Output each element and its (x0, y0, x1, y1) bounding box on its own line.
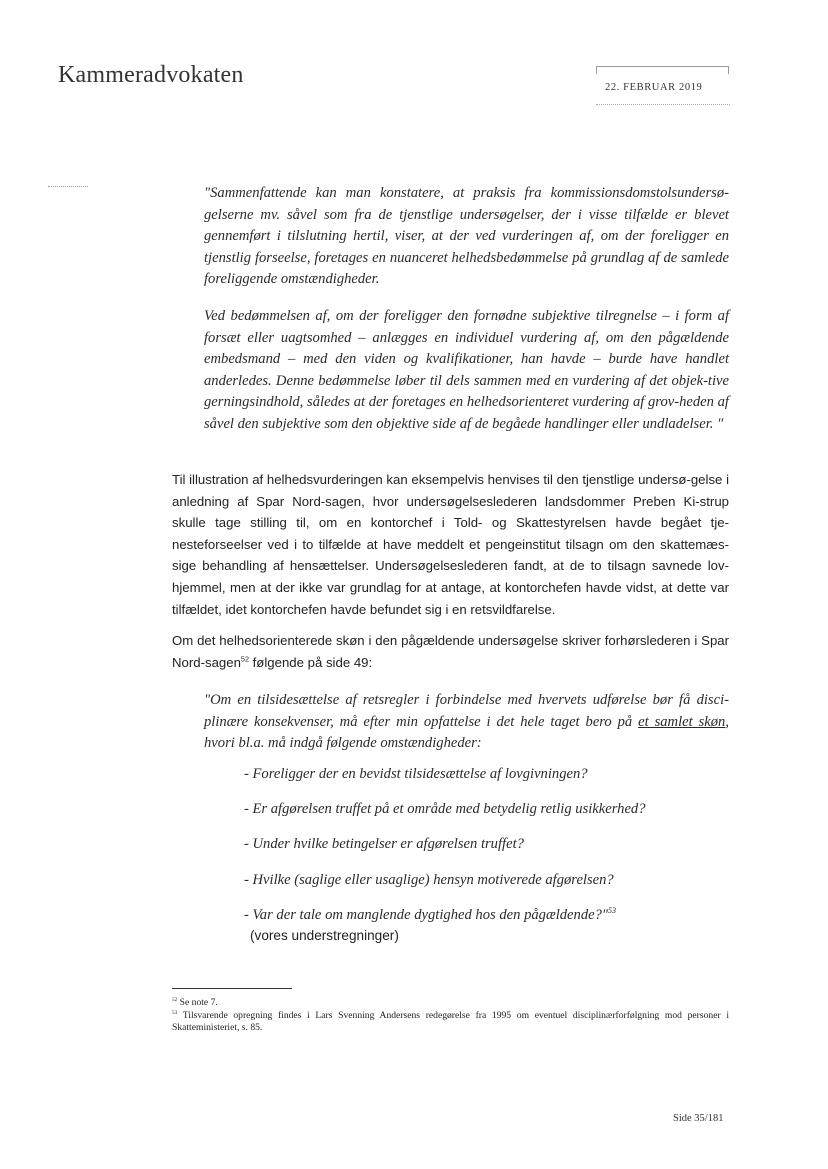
list-item: - Er afgørelsen truffet på et område med betydelig retlig usikkerhed? (244, 801, 646, 817)
footnote-number: 53 (172, 1009, 178, 1016)
quote3-underlined: et samlet skøn (638, 713, 726, 730)
brand-logo-text: Kammeradvokaten (58, 62, 244, 88)
list-item: - Foreligger der en bevidst tilsidesættelse af lovgivningen? (244, 766, 588, 782)
margin-mark (48, 186, 88, 187)
quote3-text: "Om en tilsidesættelse af retsregler i forbindelse med hvervets udførelse bør få disci-plinære konsekvenser, må efter min opfattelse i det hele taget bero på (204, 692, 729, 730)
quote-paragraph-2: Ved bedømmelsen af, om der foreligger den fornødne subjektive tilregnelse – i form af forsæt eller uagtsomhed – anlægges en individuel vurdering af, om den pågældende embedsmand – med den viden og kvalifikationer, han havde – burde have handlet anderledes. Denne bedømmelse løber til dels sammen med en vurdering af det objek-tive gerningsindhold, således at der foretages en helhedsorienteret vurdering af grov-heden af såvel den subjektive som den objektive side af de begåede handlinger eller undladelser. " (204, 308, 729, 432)
quote3-tail: , hvori bl.a. må indgå følgende omstændigheder: (204, 713, 729, 752)
footnote-ref-53[interactable]: 53 (608, 906, 617, 916)
underline-note: (vores understregninger) (250, 928, 399, 943)
body-paragraph-2-text: Om det helhedsorienterede skøn i den pågældende undersøgelse skriver forhørslederen i Spar Nord-sagen (172, 633, 729, 670)
footnote-52 (172, 997, 729, 1009)
footnote-divider (172, 988, 292, 989)
list-item-text: - Var der tale om manglende dygtighed hos den pågældende?" (244, 907, 609, 923)
footnote-text: Se note 7. (177, 997, 218, 1008)
body-paragraph-2-tail: følgende på side 49: (248, 654, 373, 670)
body-paragraph-2 (172, 630, 729, 673)
page-number: Side 35/181 (673, 1113, 724, 1124)
quote-paragraph-3 (204, 690, 729, 755)
date-box-frame (596, 66, 729, 74)
list-item: - Hvilke (saglige eller usaglige) hensyn motiverede afgørelsen? (244, 872, 614, 888)
footnote-text: Tilsvarende opregning findes i Lars Svenning Andersens redegørelse fra 1995 om eventuel disciplinærforfølgning mod personer i Skatteministeriet, s. 85. (172, 1010, 729, 1033)
document-date: 22. FEBRUAR 2019 (605, 82, 703, 93)
footnote-ref-52[interactable]: 52 (240, 654, 249, 664)
date-divider (596, 104, 730, 105)
quote-paragraph-1: "Sammenfattende kan man konstatere, at praksis fra kommissionsdomstolsundersø-gelserne mv. såvel som fra de tjenstlige undersøgelser, der i visse tilfælde er blevet gennemført i tilslutning hertil, viser, at der ved vurderingen af, om der foreligger en tjenstlig forseelse, foretages en nuanceret helhedsbedømmelse på grundlag af de samlede foreliggende omstændigheder. (204, 185, 729, 288)
list-item: - Under hvilke betingelser er afgørelsen truffet? (244, 836, 524, 852)
footnote-number: 52 (172, 996, 178, 1003)
body-paragraph-1: Til illustration af helhedsvurderingen kan eksempelvis henvises til den tjenstlige undersø-gelse i anledning af Spar Nord-sagen, hvor undersøgelseslederen landsdommer Preben Ki-strup skulle tage stilling til, om en kontorchef i Told- og Skattestyrelsen havde begået tje-nesteforseelser ved i to tilfælde at have meddelt et pengeinstitut tilsagn om den skattemæs-sige behandling af hensættelser. Undersøgelseslederen fandt, at de to tilsagn savnede lov-hjemmel, men at der ikke var grundlag for at antage, at kontorchefen havde vidst, at dette var tilfældet, idet kontorchefen havde befundet sig i en retsvildfarelse. (172, 472, 729, 617)
footnote-53 (172, 1010, 729, 1034)
list-item-last (244, 907, 616, 924)
